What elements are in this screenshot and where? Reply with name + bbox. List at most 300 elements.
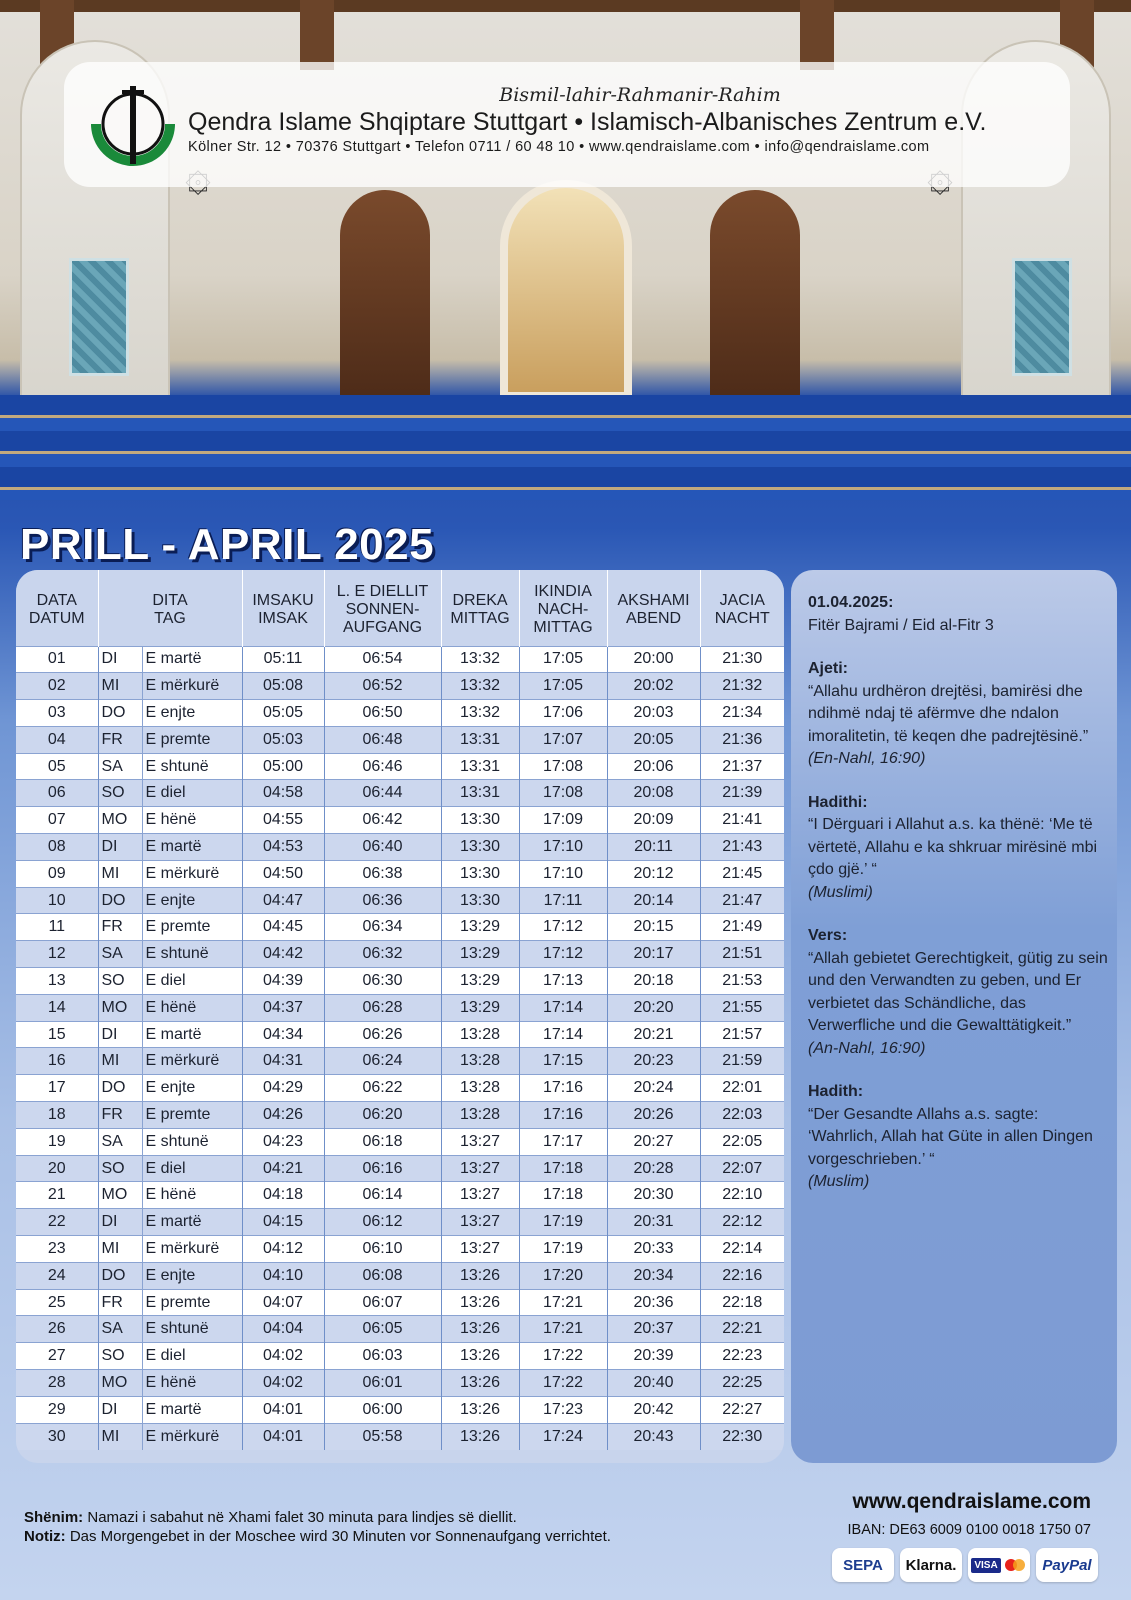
cell-sunrise: 06:14 [324,1182,441,1209]
cell-asr: 17:13 [519,968,607,995]
cell-sunrise: 06:12 [324,1209,441,1236]
table-row [16,1209,784,1236]
cell-date: 29 [16,1396,98,1423]
cell-isha: 21:43 [700,834,784,861]
cell-isha: 21:45 [700,860,784,887]
cell-day: E shtunë [142,753,242,780]
cell-maghrib: 20:36 [607,1289,700,1316]
cell-asr: 17:21 [519,1316,607,1343]
cell-dhuhr: 13:29 [441,941,519,968]
table-row [16,1343,784,1370]
cell-isha: 21:47 [700,887,784,914]
table-row [16,1075,784,1102]
cell-imsak: 04:12 [242,1236,324,1263]
ajeti-label: Ajeti: [808,660,848,677]
cell-day: E martë [142,834,242,861]
hadithi-label: Hadithi: [808,793,868,811]
cell-maghrib: 20:12 [607,860,700,887]
table-row [16,1102,784,1129]
cell-maghrib: 20:21 [607,1021,700,1048]
cell-isha: 21:57 [700,1021,784,1048]
hadith-label: Hadith: [808,1083,864,1100]
cell-isha: 22:05 [700,1128,784,1155]
website-link[interactable]: www.qendraislame.com [852,1490,1091,1513]
cell-isha: 21:55 [700,994,784,1021]
cell-day: E diel [142,780,242,807]
cell-imsak: 04:07 [242,1289,324,1316]
cell-maghrib: 20:43 [607,1423,700,1450]
cell-abbr: DO [98,887,142,914]
cell-sunrise: 06:16 [324,1155,441,1182]
klarna-payment-icon: Klarna. [900,1548,962,1582]
cell-day: E enjte [142,1075,242,1102]
cell-sunrise: 06:07 [324,1289,441,1316]
cell-isha: 22:30 [700,1423,784,1450]
table-row [16,1396,784,1423]
cell-dhuhr: 13:28 [441,1075,519,1102]
cell-date: 25 [16,1289,98,1316]
cell-isha: 22:10 [700,1182,784,1209]
month-title: PRILL - APRIL 2025 [20,520,435,569]
table-row [16,1370,784,1397]
cell-date: 23 [16,1236,98,1263]
cell-day: E shtunë [142,1316,242,1343]
cell-sunrise: 06:46 [324,753,441,780]
cell-asr: 17:15 [519,1048,607,1075]
cell-date: 28 [16,1370,98,1397]
table-row [16,807,784,834]
sepa-payment-icon: SEPA [832,1548,894,1582]
ceiling-beam [300,0,334,70]
cell-date: 11 [16,914,98,941]
cell-date: 01 [16,646,98,673]
cell-date: 07 [16,807,98,834]
table-row [16,780,784,807]
cell-asr: 17:10 [519,834,607,861]
cell-dhuhr: 13:31 [441,780,519,807]
cell-day: E enjte [142,1262,242,1289]
cell-date: 05 [16,753,98,780]
vers-source: (An-Nahl, 16:90) [808,1039,926,1057]
table-row [16,1155,784,1182]
cell-abbr: SA [98,941,142,968]
organization-title: Qendra Islame Shqiptare Stuttgart • Islamisch-Albanisches Zentrum e.V. [188,108,987,136]
cell-sunrise: 06:10 [324,1236,441,1263]
cell-sunrise: 06:05 [324,1316,441,1343]
cell-isha: 21:36 [700,726,784,753]
cell-day: E hënë [142,994,242,1021]
cell-maghrib: 20:20 [607,994,700,1021]
table-row [16,1048,784,1075]
cell-abbr: SO [98,968,142,995]
cell-imsak: 04:45 [242,914,324,941]
cell-abbr: MO [98,994,142,1021]
cell-isha: 21:30 [700,646,784,673]
cell-dhuhr: 13:30 [441,834,519,861]
cell-asr: 17:19 [519,1236,607,1263]
cell-day: E hënë [142,1370,242,1397]
cell-asr: 17:07 [519,726,607,753]
cell-imsak: 04:10 [242,1262,324,1289]
cell-abbr: MI [98,1423,142,1450]
cell-maghrib: 20:00 [607,646,700,673]
cell-asr: 17:10 [519,860,607,887]
cell-maghrib: 20:27 [607,1128,700,1155]
prayer-carpet [0,395,1131,500]
cell-dhuhr: 13:26 [441,1370,519,1397]
cell-abbr: DI [98,834,142,861]
header-sunrise: L. E DIELLIT SONNEN- AUFGANG [324,570,441,646]
table-row [16,646,784,673]
cell-asr: 17:14 [519,994,607,1021]
cell-isha: 22:18 [700,1289,784,1316]
cell-asr: 17:09 [519,807,607,834]
ajeti-block [808,658,1108,771]
cell-imsak: 04:50 [242,860,324,887]
cell-day: E martë [142,1021,242,1048]
cell-isha: 22:01 [700,1075,784,1102]
cell-abbr: DI [98,1209,142,1236]
cell-date: 02 [16,673,98,700]
cell-date: 18 [16,1102,98,1129]
cell-sunrise: 06:42 [324,807,441,834]
cell-sunrise: 06:30 [324,968,441,995]
cell-imsak: 05:08 [242,673,324,700]
cell-sunrise: 06:22 [324,1075,441,1102]
event-text: Fitër Bajrami / Eid al-Fitr 3 [808,616,994,634]
cell-date: 13 [16,968,98,995]
cell-abbr: FR [98,914,142,941]
cell-isha: 22:25 [700,1370,784,1397]
cell-abbr: DI [98,1021,142,1048]
ceiling-beam [800,0,834,70]
cell-date: 20 [16,1155,98,1182]
cell-imsak: 04:23 [242,1128,324,1155]
cell-isha: 22:14 [700,1236,784,1263]
header-asr: IKINDIA NACH- MITTAG [519,570,607,646]
cell-imsak: 05:00 [242,753,324,780]
cell-imsak: 04:39 [242,968,324,995]
cell-maghrib: 20:37 [607,1316,700,1343]
cell-asr: 17:08 [519,753,607,780]
cell-day: E premte [142,1102,242,1129]
cell-asr: 17:22 [519,1370,607,1397]
wooden-door [340,190,430,400]
cell-dhuhr: 13:32 [441,700,519,727]
cell-maghrib: 20:11 [607,834,700,861]
table-row [16,968,784,995]
cell-isha: 21:59 [700,1048,784,1075]
cell-asr: 17:16 [519,1102,607,1129]
cell-abbr: MO [98,1182,142,1209]
cell-imsak: 04:15 [242,1209,324,1236]
cell-abbr: SO [98,1343,142,1370]
paypal-payment-icon: PayPal [1036,1548,1098,1582]
header-maghrib: AKSHAMI ABEND [607,570,700,646]
ajeti-text: “Allahu urdhëron drejtësi, bamirësi dhe ndihmë ndaj të afërmve dhe ndalon imoralitetin, të keqen dhe padrejtësinë.” [808,682,1089,745]
vers-text: “Allah gebietet Gerechtigkeit, gütig zu sein und den Verwandten zu geben, und Er verbietet das Schändliche, das Verwerfliche und die Gewalttätigkeit.” [808,949,1108,1034]
cell-imsak: 04:01 [242,1423,324,1450]
cell-date: 08 [16,834,98,861]
cell-isha: 21:37 [700,753,784,780]
cell-dhuhr: 13:29 [441,968,519,995]
cell-asr: 17:22 [519,1343,607,1370]
table-row [16,914,784,941]
table-row [16,1262,784,1289]
ceiling-trim [0,0,1131,12]
cell-day: E martë [142,646,242,673]
cell-abbr: SO [98,1155,142,1182]
cell-asr: 17:14 [519,1021,607,1048]
cell-day: E premte [142,914,242,941]
cell-day: E mërkurë [142,673,242,700]
cell-maghrib: 20:09 [607,807,700,834]
cell-sunrise: 06:20 [324,1102,441,1129]
cell-maghrib: 20:24 [607,1075,700,1102]
cell-dhuhr: 13:30 [441,807,519,834]
cell-imsak: 04:55 [242,807,324,834]
cell-maghrib: 20:42 [607,1396,700,1423]
cell-maghrib: 20:05 [607,726,700,753]
cell-date: 22 [16,1209,98,1236]
cell-isha: 21:39 [700,780,784,807]
header-isha: JACIA NACHT [714,591,770,627]
table-row [16,860,784,887]
cell-abbr: MI [98,1236,142,1263]
cell-maghrib: 20:08 [607,780,700,807]
cell-day: E mërkurë [142,1236,242,1263]
vers-label: Vers: [808,927,848,944]
cell-asr: 17:12 [519,941,607,968]
cell-sunrise: 06:26 [324,1021,441,1048]
cell-abbr: MI [98,1048,142,1075]
table-row [16,887,784,914]
cell-dhuhr: 13:27 [441,1155,519,1182]
cell-sunrise: 06:44 [324,780,441,807]
cell-dhuhr: 13:28 [441,1048,519,1075]
cell-asr: 17:20 [519,1262,607,1289]
cell-imsak: 04:58 [242,780,324,807]
cell-maghrib: 20:23 [607,1048,700,1075]
cell-maghrib: 20:02 [607,673,700,700]
cell-asr: 17:19 [519,1209,607,1236]
cell-dhuhr: 13:32 [441,673,519,700]
cell-maghrib: 20:30 [607,1182,700,1209]
cell-dhuhr: 13:26 [441,1316,519,1343]
cell-maghrib: 20:18 [607,968,700,995]
hadithi-source: (Muslimi) [808,883,873,901]
cell-abbr: SO [98,780,142,807]
cell-day: E hënë [142,1182,242,1209]
cell-imsak: 04:42 [242,941,324,968]
cell-maghrib: 20:34 [607,1262,700,1289]
cell-sunrise: 06:40 [324,834,441,861]
cell-day: E shtunë [142,1128,242,1155]
note-sq-label: Shënim: [24,1509,84,1526]
cell-maghrib: 20:15 [607,914,700,941]
cell-imsak: 04:34 [242,1021,324,1048]
table-row [16,1423,784,1450]
cell-isha: 22:07 [700,1155,784,1182]
cell-isha: 22:03 [700,1102,784,1129]
note-de-label: Notiz: [24,1528,66,1545]
table-header [16,570,784,646]
cell-abbr: MO [98,807,142,834]
cell-isha: 21:51 [700,941,784,968]
event-date: 01.04.2025: [808,594,894,611]
cell-sunrise: 06:18 [324,1128,441,1155]
cell-sunrise: 06:38 [324,860,441,887]
cell-date: 09 [16,860,98,887]
cell-dhuhr: 13:31 [441,753,519,780]
cell-sunrise: 06:52 [324,673,441,700]
cell-maghrib: 20:31 [607,1209,700,1236]
cell-imsak: 04:53 [242,834,324,861]
vers-block [808,925,1108,1060]
cell-imsak: 05:03 [242,726,324,753]
cell-isha: 22:12 [700,1209,784,1236]
table-row [16,1236,784,1263]
cell-date: 04 [16,726,98,753]
cell-day: E mërkurë [142,1423,242,1450]
cell-date: 10 [16,887,98,914]
center-logo-icon [86,84,180,178]
cell-sunrise: 06:50 [324,700,441,727]
cell-maghrib: 20:40 [607,1370,700,1397]
cell-dhuhr: 13:27 [441,1209,519,1236]
cell-imsak: 04:21 [242,1155,324,1182]
table-row [16,753,784,780]
cell-abbr: FR [98,726,142,753]
cell-imsak: 04:29 [242,1075,324,1102]
cell-sunrise: 06:54 [324,646,441,673]
mihrab-niche [500,180,632,400]
cell-asr: 17:06 [519,700,607,727]
cell-imsak: 04:26 [242,1102,324,1129]
cell-maghrib: 20:03 [607,700,700,727]
cell-date: 12 [16,941,98,968]
cell-sunrise: 05:58 [324,1423,441,1450]
table-row [16,1021,784,1048]
cell-dhuhr: 13:29 [441,914,519,941]
cell-dhuhr: 13:29 [441,994,519,1021]
cell-sunrise: 06:34 [324,914,441,941]
cell-sunrise: 06:48 [324,726,441,753]
cell-day: E premte [142,1289,242,1316]
table-row [16,1128,784,1155]
cell-maghrib: 20:06 [607,753,700,780]
cell-sunrise: 06:01 [324,1370,441,1397]
hadithi-block [808,792,1108,905]
cell-abbr: SA [98,1316,142,1343]
hadithi-text: “I Dërguari i Allahut a.s. ka thënë: ‘Me të vërtetë, Allahu e ka shkruar mirësinë mbi çdo gjë.’ “ [808,816,1098,878]
table-row [16,726,784,753]
cell-asr: 17:24 [519,1423,607,1450]
cell-sunrise: 06:24 [324,1048,441,1075]
cell-date: 26 [16,1316,98,1343]
cell-day: E mërkurë [142,860,242,887]
hadith-source: (Muslim) [808,1173,870,1190]
cell-day: E shtunë [142,941,242,968]
cell-dhuhr: 13:26 [441,1396,519,1423]
cell-date: 06 [16,780,98,807]
cell-dhuhr: 13:26 [441,1262,519,1289]
organization-contact: Kölner Str. 12 • 70376 Stuttgart • Telefon 0711 / 60 48 10 • www.qendraislame.com • info@qendraislame.com [188,139,930,155]
cell-isha: 21:49 [700,914,784,941]
mosaic-tile-panel [69,258,129,376]
cell-isha: 21:53 [700,968,784,995]
cell-dhuhr: 13:26 [441,1289,519,1316]
wooden-door [710,190,800,400]
cell-dhuhr: 13:27 [441,1128,519,1155]
table-row [16,941,784,968]
cell-asr: 17:05 [519,646,607,673]
cell-day: E premte [142,726,242,753]
cell-asr: 17:16 [519,1075,607,1102]
cell-abbr: MI [98,860,142,887]
cell-abbr: DI [98,1396,142,1423]
cell-maghrib: 20:33 [607,1236,700,1263]
cell-isha: 21:32 [700,673,784,700]
cell-sunrise: 06:08 [324,1262,441,1289]
cell-isha: 22:27 [700,1396,784,1423]
cell-asr: 17:05 [519,673,607,700]
cell-date: 03 [16,700,98,727]
table-body [16,646,784,1450]
cell-abbr: FR [98,1289,142,1316]
cell-asr: 17:23 [519,1396,607,1423]
hadith-block [808,1081,1108,1194]
note-sq-text: Namazi i sabahut në Xhami falet 30 minuta para lindjes së diellit. [83,1509,517,1526]
table-row [16,994,784,1021]
cell-date: 16 [16,1048,98,1075]
cell-dhuhr: 13:26 [441,1423,519,1450]
cell-day: E mërkurë [142,1048,242,1075]
header-day: DITA TAG [98,570,242,646]
cell-isha: 22:21 [700,1316,784,1343]
table-row [16,834,784,861]
event-block [808,592,1108,637]
header-dhuhr: DREKA MITTAG [441,570,519,646]
table-row [16,700,784,727]
cell-date: 24 [16,1262,98,1289]
cell-date: 19 [16,1128,98,1155]
cell-day: E diel [142,1343,242,1370]
cell-dhuhr: 13:26 [441,1343,519,1370]
cell-dhuhr: 13:28 [441,1102,519,1129]
cell-sunrise: 06:36 [324,887,441,914]
footer-note [24,1508,611,1546]
cell-maghrib: 20:14 [607,887,700,914]
cell-abbr: DI [98,646,142,673]
cell-asr: 17:12 [519,914,607,941]
hadith-text: “Der Gesandte Allahs a.s. sagte: ‘Wahrlich, Allah hat Güte in allen Dingen vorgeschrieben.’ “ [808,1105,1093,1168]
cell-sunrise: 06:32 [324,941,441,968]
cell-dhuhr: 13:27 [441,1236,519,1263]
table-row [16,1289,784,1316]
cell-dhuhr: 13:32 [441,646,519,673]
cell-date: 17 [16,1075,98,1102]
cell-imsak: 05:11 [242,646,324,673]
cell-isha: 21:41 [700,807,784,834]
cell-date: 14 [16,994,98,1021]
cell-imsak: 04:02 [242,1370,324,1397]
cell-imsak: 05:05 [242,700,324,727]
cell-day: E diel [142,968,242,995]
cell-date: 15 [16,1021,98,1048]
cell-day: E hënë [142,807,242,834]
header-date: DATA DATUM [16,570,98,646]
